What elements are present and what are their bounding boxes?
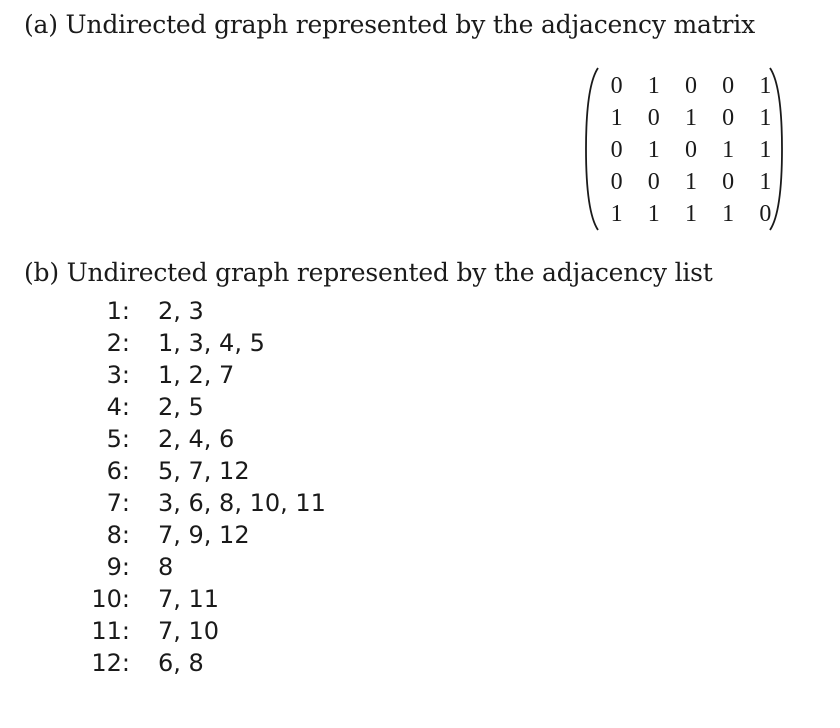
matrix-cell: 0 xyxy=(610,169,623,195)
matrix-cell: 1 xyxy=(759,105,772,131)
matrix-row xyxy=(598,166,784,198)
list-item xyxy=(40,327,326,359)
list-item xyxy=(40,583,326,615)
list-item xyxy=(40,615,326,647)
matrix-cell: 0 xyxy=(610,137,623,163)
section-a-heading: (a) Undirected graph represented by the adjacency matrix xyxy=(24,10,755,39)
list-item xyxy=(40,391,326,423)
matrix-cell: 1 xyxy=(722,137,735,163)
list-item xyxy=(40,455,326,487)
matrix-cell: 0 xyxy=(722,169,735,195)
matrix-cell: 0 xyxy=(684,73,697,99)
list-item xyxy=(40,551,326,583)
matrix-cell: 1 xyxy=(647,137,660,163)
matrix-cell: 0 xyxy=(647,169,660,195)
vertex-label: 3: xyxy=(106,361,130,389)
vertex-label: 10: xyxy=(91,585,130,613)
matrix-cell: 1 xyxy=(610,105,623,131)
matrix-cell: 1 xyxy=(684,169,697,195)
matrix-cell: 0 xyxy=(647,105,660,131)
neighbor-list: 7, 9, 12 xyxy=(158,521,250,549)
matrix-cell: 1 xyxy=(722,201,735,227)
matrix-cell: 1 xyxy=(759,73,772,99)
adjacency-matrix xyxy=(584,66,784,232)
list-item xyxy=(40,423,326,455)
vertex-label: 4: xyxy=(106,393,130,421)
matrix-cell: 0 xyxy=(722,73,735,99)
neighbor-list: 2, 4, 6 xyxy=(158,425,235,453)
right-parenthesis xyxy=(768,66,784,232)
vertex-label: 2: xyxy=(106,329,130,357)
matrix-cell: 1 xyxy=(684,201,697,227)
neighbor-list: 7, 11 xyxy=(158,585,220,613)
vertex-label: 1: xyxy=(106,297,130,325)
matrix-table xyxy=(598,70,784,230)
neighbor-list: 3, 6, 8, 10, 11 xyxy=(158,489,326,517)
neighbor-list: 5, 7, 12 xyxy=(158,457,250,485)
matrix-cell: 1 xyxy=(647,73,660,99)
vertex-label: 9: xyxy=(106,553,130,581)
matrix-cell: 1 xyxy=(610,201,623,227)
matrix-cell: 1 xyxy=(759,137,772,163)
matrix-cell: 0 xyxy=(759,201,772,227)
neighbor-list: 1, 2, 7 xyxy=(158,361,235,389)
matrix-cell: 0 xyxy=(684,137,697,163)
list-item xyxy=(40,359,326,391)
matrix-row xyxy=(598,70,784,102)
vertex-label: 5: xyxy=(106,425,130,453)
matrix-row xyxy=(598,198,784,230)
neighbor-list: 7, 10 xyxy=(158,617,220,645)
matrix-cell: 0 xyxy=(610,73,623,99)
list-item xyxy=(40,519,326,551)
vertex-label: 11: xyxy=(91,617,130,645)
matrix-cell: 1 xyxy=(647,201,660,227)
neighbor-list: 2, 3 xyxy=(158,297,204,325)
matrix-cell: 1 xyxy=(684,105,697,131)
vertex-label: 7: xyxy=(106,489,130,517)
section-b-heading: (b) Undirected graph represented by the adjacency list xyxy=(24,258,713,287)
adjacency-list xyxy=(40,295,326,679)
list-item xyxy=(40,487,326,519)
neighbor-list: 8 xyxy=(158,553,174,581)
neighbor-list: 1, 3, 4, 5 xyxy=(158,329,265,357)
matrix-row xyxy=(598,102,784,134)
vertex-label: 6: xyxy=(106,457,130,485)
matrix-cell: 0 xyxy=(722,105,735,131)
matrix-row xyxy=(598,134,784,166)
list-item xyxy=(40,647,326,679)
list-item xyxy=(40,295,326,327)
vertex-label: 12: xyxy=(91,649,130,677)
vertex-label: 8: xyxy=(106,521,130,549)
neighbor-list: 2, 5 xyxy=(158,393,204,421)
matrix-cell: 1 xyxy=(759,169,772,195)
neighbor-list: 6, 8 xyxy=(158,649,204,677)
